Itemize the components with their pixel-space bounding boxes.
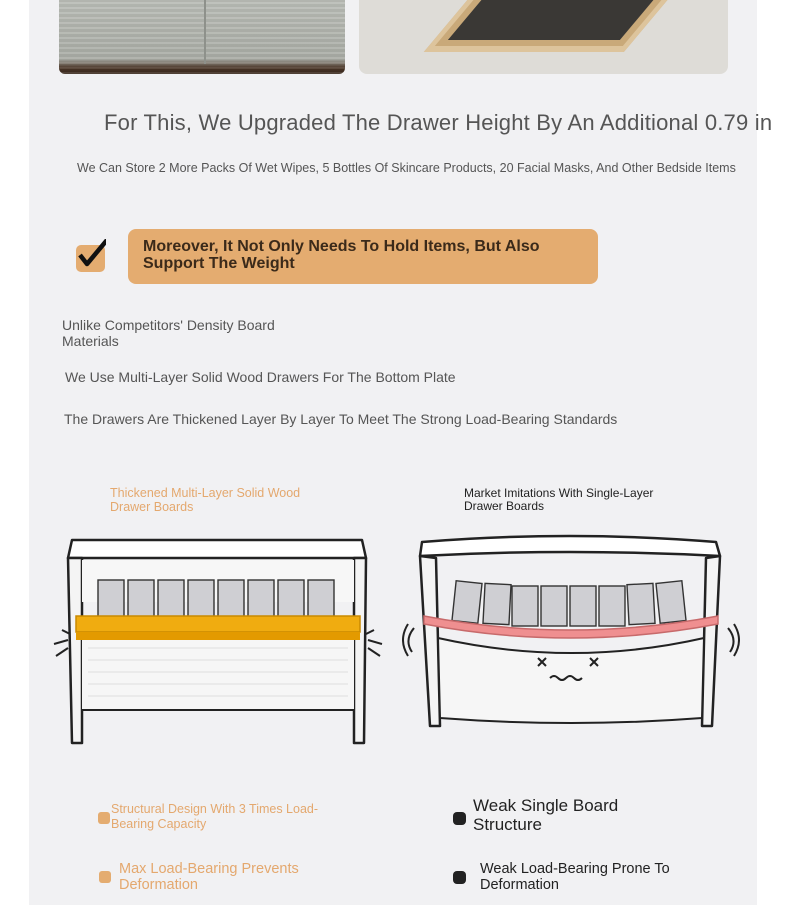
imitation-caption: Market Imitations With Single-Layer Drawer Boards: [464, 486, 654, 513]
page-heading: For This, We Upgraded The Drawer Height By An Additional 0.79 in: [104, 110, 773, 135]
competitor-note: Unlike Competitors' Density Board Materials: [62, 317, 275, 349]
storage-subheading: We Can Store 2 More Packs Of Wet Wipes, 5 Bottles Of Skincare Products, 20 Facial Masks, And Other Bedside Items: [77, 161, 736, 175]
material-note: We Use Multi-Layer Solid Wood Drawers For The Bottom Plate: [65, 369, 456, 385]
black-square-bullet-icon: [453, 871, 466, 884]
right-point-1: Weak Single Board Structure: [473, 796, 619, 834]
sturdy-drawer-illustration: [48, 528, 388, 750]
left-point-1: Structural Design With 3 Times Load-Bearing Capacity: [111, 802, 319, 831]
thickening-note: The Drawers Are Thickened Layer By Layer To Meet The Strong Load-Bearing Standards: [64, 411, 618, 427]
weak-drawer-illustration: [402, 528, 740, 738]
banner-line-1: Moreover, It Not Only Needs To Hold Items, But Also: [143, 238, 540, 255]
banner-text: [143, 238, 583, 272]
orange-square-bullet-icon: [99, 871, 111, 883]
orange-square-bullet-icon: [98, 812, 110, 824]
drawer-organizer-photo: [359, 0, 728, 74]
black-square-bullet-icon: [453, 812, 466, 825]
wood-texture-photo: [59, 0, 345, 74]
left-point-2: Max Load-Bearing Prevents Deformation: [119, 861, 299, 893]
banner-line-2: Support The Weight: [143, 255, 295, 272]
right-point-2: Weak Load-Bearing Prone To Deformation: [480, 861, 670, 893]
checkmark-icon: [76, 239, 106, 272]
solid-wood-caption: Thickened Multi-Layer Solid Wood Drawer Boards: [110, 486, 301, 514]
